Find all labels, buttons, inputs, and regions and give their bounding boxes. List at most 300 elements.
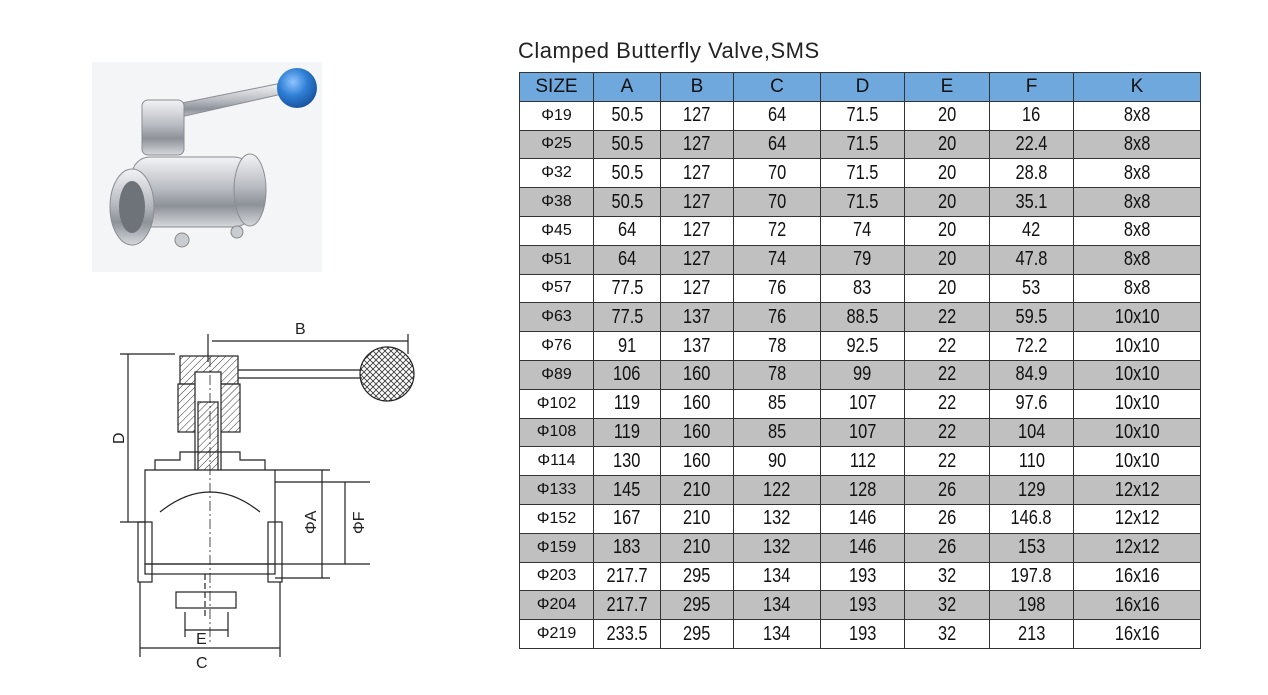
cell-value: 85 <box>767 420 787 443</box>
cell-value: 295 <box>683 564 711 587</box>
cell-value: 119 <box>613 392 641 415</box>
cell-value: 8x8 <box>1123 248 1151 271</box>
value-cell <box>661 332 734 361</box>
cell-value: 16x16 <box>1114 564 1160 587</box>
value-cell <box>594 447 661 476</box>
size-cell: Φ102 <box>520 389 594 418</box>
value-cell <box>821 130 905 159</box>
cell-value: 210 <box>683 536 711 559</box>
cell-value: 32 <box>937 622 957 645</box>
cell-value: 76 <box>767 276 787 299</box>
cell-value: 71.5 <box>846 190 879 213</box>
value-cell <box>734 476 821 505</box>
cell-value: 104 <box>1017 420 1046 443</box>
value-cell <box>821 476 905 505</box>
value-cell <box>1074 533 1201 562</box>
value-cell <box>594 274 661 303</box>
cell-value: 32 <box>937 564 957 587</box>
value-cell <box>990 216 1074 245</box>
cell-value: 64 <box>767 132 787 155</box>
value-cell <box>821 620 905 649</box>
cell-value: 79 <box>853 248 872 271</box>
value-cell <box>1074 476 1201 505</box>
value-cell <box>821 533 905 562</box>
cell-value: 10x10 <box>1114 420 1160 443</box>
cell-value: 160 <box>683 363 711 386</box>
cell-value: 42 <box>1022 219 1041 242</box>
value-cell <box>821 562 905 591</box>
cell-value: 132 <box>763 507 791 530</box>
value-cell <box>821 188 905 217</box>
size-cell: Φ152 <box>520 504 594 533</box>
cell-value: 153 <box>1017 536 1046 559</box>
value-cell <box>661 216 734 245</box>
cell-value: 50.5 <box>611 104 643 127</box>
cell-value: 78 <box>767 334 787 357</box>
value-cell <box>990 101 1074 130</box>
table-row <box>520 562 1201 591</box>
value-cell <box>594 130 661 159</box>
value-cell <box>661 533 734 562</box>
value-cell <box>1074 216 1201 245</box>
value-cell <box>1074 389 1201 418</box>
dimension-drawing <box>100 312 420 682</box>
value-cell <box>1074 504 1201 533</box>
value-cell <box>1074 245 1201 274</box>
value-cell <box>661 418 734 447</box>
cell-value: 8x8 <box>1123 161 1151 184</box>
label-e: E <box>196 631 207 648</box>
value-cell <box>734 130 821 159</box>
value-cell <box>661 591 734 620</box>
value-cell <box>905 159 990 188</box>
cell-value: 88.5 <box>846 305 879 328</box>
cell-value: 32 <box>937 593 957 616</box>
cell-value: 112 <box>849 449 876 472</box>
value-cell <box>1074 303 1201 332</box>
cell-value: 64 <box>617 219 637 242</box>
value-cell <box>734 332 821 361</box>
value-cell <box>821 504 905 533</box>
cell-value: 10x10 <box>1114 334 1160 357</box>
cell-value: 137 <box>683 305 711 328</box>
cell-value: 8x8 <box>1123 190 1151 213</box>
size-cell: Φ57 <box>520 274 594 303</box>
value-cell <box>594 533 661 562</box>
cell-value: 146 <box>848 536 877 559</box>
value-cell <box>594 101 661 130</box>
value-cell <box>734 216 821 245</box>
value-cell <box>821 303 905 332</box>
cell-value: 64 <box>767 104 787 127</box>
table-row <box>520 418 1201 447</box>
size-cell: Φ51 <box>520 245 594 274</box>
value-cell <box>734 620 821 649</box>
value-cell <box>594 504 661 533</box>
cell-value: 22 <box>937 305 957 328</box>
value-cell <box>990 188 1074 217</box>
table-row <box>520 274 1201 303</box>
size-cell: Φ38 <box>520 188 594 217</box>
value-cell <box>661 476 734 505</box>
value-cell <box>905 447 990 476</box>
cell-value: 110 <box>1018 449 1045 472</box>
cell-value: 197.8 <box>1010 564 1053 587</box>
value-cell <box>905 216 990 245</box>
table-row <box>520 620 1201 649</box>
value-cell <box>661 562 734 591</box>
value-cell <box>821 245 905 274</box>
cell-value: 20 <box>937 190 957 213</box>
value-cell <box>594 591 661 620</box>
label-d: D <box>111 432 128 444</box>
cell-value: 295 <box>683 622 711 645</box>
value-cell <box>905 360 990 389</box>
column-header: K <box>1074 73 1201 102</box>
label-b: B <box>295 321 306 338</box>
cell-value: 90 <box>767 449 787 472</box>
cell-value: 134 <box>763 564 791 587</box>
value-cell <box>821 332 905 361</box>
cell-value: 70 <box>767 161 787 184</box>
table-row <box>520 389 1201 418</box>
value-cell <box>594 620 661 649</box>
cell-value: 8x8 <box>1123 219 1151 242</box>
table-row <box>520 245 1201 274</box>
cell-value: 97.6 <box>1015 392 1048 415</box>
value-cell <box>905 389 990 418</box>
column-header: C <box>734 73 821 102</box>
cell-value: 233.5 <box>606 622 648 645</box>
value-cell <box>661 274 734 303</box>
cell-value: 71.5 <box>846 161 879 184</box>
cell-value: 295 <box>683 593 711 616</box>
valve-photo <box>92 62 322 272</box>
cell-value: 92.5 <box>846 334 879 357</box>
cell-value: 20 <box>937 248 957 271</box>
cell-value: 91 <box>617 334 637 357</box>
value-cell <box>734 562 821 591</box>
value-cell <box>990 533 1074 562</box>
value-cell <box>905 562 990 591</box>
value-cell <box>661 130 734 159</box>
value-cell <box>821 418 905 447</box>
value-cell <box>990 274 1074 303</box>
cell-value: 127 <box>683 219 711 242</box>
cell-value: 76 <box>767 305 787 328</box>
cell-value: 193 <box>848 564 877 587</box>
value-cell <box>661 245 734 274</box>
cell-value: 213 <box>1017 622 1046 645</box>
cell-value: 127 <box>683 104 711 127</box>
value-cell <box>905 418 990 447</box>
value-cell <box>734 418 821 447</box>
value-cell <box>990 245 1074 274</box>
cell-value: 20 <box>937 219 957 242</box>
cell-value: 20 <box>937 276 957 299</box>
cell-value: 64 <box>617 248 637 271</box>
value-cell <box>594 303 661 332</box>
cell-value: 20 <box>937 104 957 127</box>
value-cell <box>821 447 905 476</box>
value-cell <box>905 533 990 562</box>
cell-value: 20 <box>937 161 957 184</box>
table-row <box>520 504 1201 533</box>
table-row <box>520 533 1201 562</box>
value-cell <box>990 360 1074 389</box>
cell-value: 22 <box>937 449 957 472</box>
cell-value: 127 <box>683 132 711 155</box>
value-cell <box>594 332 661 361</box>
cell-value: 20 <box>937 132 957 155</box>
value-cell <box>734 303 821 332</box>
cell-value: 72 <box>767 219 787 242</box>
value-cell <box>821 360 905 389</box>
cell-value: 50.5 <box>611 161 643 184</box>
value-cell <box>905 274 990 303</box>
table-row <box>520 130 1201 159</box>
cell-value: 28.8 <box>1015 161 1048 184</box>
cell-value: 16 <box>1022 104 1041 127</box>
value-cell <box>734 504 821 533</box>
column-header: A <box>594 73 661 102</box>
table-row <box>520 476 1201 505</box>
cell-value: 193 <box>848 593 877 616</box>
dimension-table <box>519 72 1201 649</box>
column-header: F <box>990 73 1074 102</box>
value-cell <box>661 504 734 533</box>
size-cell: Φ219 <box>520 620 594 649</box>
value-cell <box>990 418 1074 447</box>
size-cell: Φ108 <box>520 418 594 447</box>
cell-value: 129 <box>1017 478 1046 501</box>
cell-value: 137 <box>683 334 711 357</box>
value-cell <box>1074 418 1201 447</box>
value-cell <box>594 188 661 217</box>
value-cell <box>734 159 821 188</box>
cell-value: 210 <box>683 478 711 501</box>
cell-value: 127 <box>683 190 711 213</box>
cell-value: 26 <box>937 536 957 559</box>
cell-value: 22 <box>937 334 957 357</box>
table-row <box>520 159 1201 188</box>
value-cell <box>661 620 734 649</box>
cell-value: 8x8 <box>1123 276 1151 299</box>
cell-value: 107 <box>848 392 877 415</box>
value-cell <box>1074 101 1201 130</box>
value-cell <box>734 389 821 418</box>
cell-value: 10x10 <box>1114 305 1160 328</box>
value-cell <box>990 303 1074 332</box>
value-cell <box>821 274 905 303</box>
table-row <box>520 188 1201 217</box>
value-cell <box>905 130 990 159</box>
value-cell <box>661 188 734 217</box>
cell-value: 74 <box>767 248 787 271</box>
value-cell <box>1074 130 1201 159</box>
value-cell <box>990 332 1074 361</box>
cell-value: 84.9 <box>1015 363 1048 386</box>
cell-value: 47.8 <box>1015 248 1048 271</box>
value-cell <box>734 274 821 303</box>
column-header: B <box>661 73 734 102</box>
value-cell <box>1074 447 1201 476</box>
value-cell <box>594 216 661 245</box>
value-cell <box>1074 360 1201 389</box>
value-cell <box>594 418 661 447</box>
cell-value: 217.7 <box>606 564 648 587</box>
value-cell <box>821 216 905 245</box>
value-cell <box>734 360 821 389</box>
value-cell <box>594 245 661 274</box>
label-c: C <box>196 655 208 672</box>
cell-value: 217.7 <box>606 593 648 616</box>
value-cell <box>905 476 990 505</box>
value-cell <box>1074 274 1201 303</box>
cell-value: 128 <box>848 478 877 501</box>
cell-value: 146.8 <box>1010 507 1053 530</box>
cell-value: 193 <box>848 622 877 645</box>
cell-value: 12x12 <box>1114 536 1160 559</box>
value-cell <box>821 389 905 418</box>
cell-value: 22 <box>937 363 957 386</box>
value-cell <box>1074 159 1201 188</box>
cell-value: 50.5 <box>611 132 643 155</box>
value-cell <box>990 476 1074 505</box>
cell-value: 12x12 <box>1114 507 1160 530</box>
label-a: ΦA <box>303 510 320 534</box>
value-cell <box>1074 591 1201 620</box>
cell-value: 107 <box>848 420 877 443</box>
cell-value: 71.5 <box>846 104 879 127</box>
cell-value: 122 <box>763 478 791 501</box>
cell-value: 53 <box>1022 276 1041 299</box>
cell-value: 35.1 <box>1015 190 1048 213</box>
cell-value: 83 <box>853 276 872 299</box>
value-cell <box>594 562 661 591</box>
cell-value: 77.5 <box>611 305 643 328</box>
size-cell: Φ76 <box>520 332 594 361</box>
cell-value: 198 <box>1017 593 1046 616</box>
table-row <box>520 303 1201 332</box>
size-cell: Φ25 <box>520 130 594 159</box>
value-cell <box>905 101 990 130</box>
column-header: SIZE <box>520 73 594 102</box>
value-cell <box>661 360 734 389</box>
label-f: ΦF <box>351 511 368 534</box>
cell-value: 10x10 <box>1114 392 1160 415</box>
value-cell <box>990 562 1074 591</box>
value-cell <box>734 447 821 476</box>
cell-value: 183 <box>613 536 641 559</box>
cell-value: 106 <box>613 363 641 386</box>
cell-value: 12x12 <box>1114 478 1160 501</box>
cell-value: 134 <box>763 593 791 616</box>
page-title: Clamped Butterfly Valve,SMS <box>518 38 820 63</box>
value-cell <box>990 159 1074 188</box>
value-cell <box>821 101 905 130</box>
cell-value: 50.5 <box>611 190 643 213</box>
value-cell <box>661 159 734 188</box>
value-cell <box>905 245 990 274</box>
value-cell <box>821 591 905 620</box>
value-cell <box>661 101 734 130</box>
cell-value: 10x10 <box>1114 363 1160 386</box>
cell-value: 99 <box>853 363 872 386</box>
cell-value: 8x8 <box>1123 104 1151 127</box>
table-row <box>520 591 1201 620</box>
cell-value: 119 <box>613 420 641 443</box>
cell-value: 210 <box>683 507 711 530</box>
cell-value: 127 <box>683 248 711 271</box>
cell-value: 160 <box>683 392 711 415</box>
cell-value: 78 <box>767 363 787 386</box>
size-cell: Φ45 <box>520 216 594 245</box>
value-cell <box>661 303 734 332</box>
value-cell <box>734 591 821 620</box>
cell-value: 10x10 <box>1114 449 1160 472</box>
column-header: D <box>821 73 905 102</box>
table-row <box>520 332 1201 361</box>
value-cell <box>905 188 990 217</box>
value-cell <box>734 101 821 130</box>
table-row <box>520 216 1201 245</box>
cell-value: 130 <box>613 449 641 472</box>
cell-value: 77.5 <box>611 276 643 299</box>
size-cell: Φ114 <box>520 447 594 476</box>
value-cell <box>734 245 821 274</box>
cell-value: 22 <box>937 392 957 415</box>
value-cell <box>990 130 1074 159</box>
size-cell: Φ204 <box>520 591 594 620</box>
cell-value: 85 <box>767 392 787 415</box>
value-cell <box>905 504 990 533</box>
value-cell <box>734 188 821 217</box>
cell-value: 72.2 <box>1015 334 1048 357</box>
column-header: E <box>905 73 990 102</box>
value-cell <box>905 303 990 332</box>
size-cell: Φ89 <box>520 360 594 389</box>
value-cell <box>990 389 1074 418</box>
cell-value: 26 <box>937 507 957 530</box>
value-cell <box>1074 620 1201 649</box>
value-cell <box>1074 562 1201 591</box>
cell-value: 16x16 <box>1114 593 1160 616</box>
table-row <box>520 360 1201 389</box>
cell-value: 160 <box>683 420 711 443</box>
cell-value: 145 <box>613 478 641 501</box>
table-header-row <box>520 73 1201 102</box>
value-cell <box>661 389 734 418</box>
size-cell: Φ203 <box>520 562 594 591</box>
cell-value: 71.5 <box>846 132 879 155</box>
value-cell <box>990 504 1074 533</box>
cell-value: 74 <box>853 219 872 242</box>
cell-value: 127 <box>683 161 711 184</box>
cell-value: 146 <box>848 507 877 530</box>
value-cell <box>594 476 661 505</box>
value-cell <box>821 159 905 188</box>
value-cell <box>990 591 1074 620</box>
cell-value: 167 <box>613 507 641 530</box>
cell-value: 16x16 <box>1114 622 1160 645</box>
cell-value: 22.4 <box>1015 132 1048 155</box>
cell-value: 26 <box>937 478 957 501</box>
value-cell <box>594 360 661 389</box>
cell-value: 132 <box>763 536 791 559</box>
cell-value: 160 <box>683 449 711 472</box>
size-cell: Φ133 <box>520 476 594 505</box>
